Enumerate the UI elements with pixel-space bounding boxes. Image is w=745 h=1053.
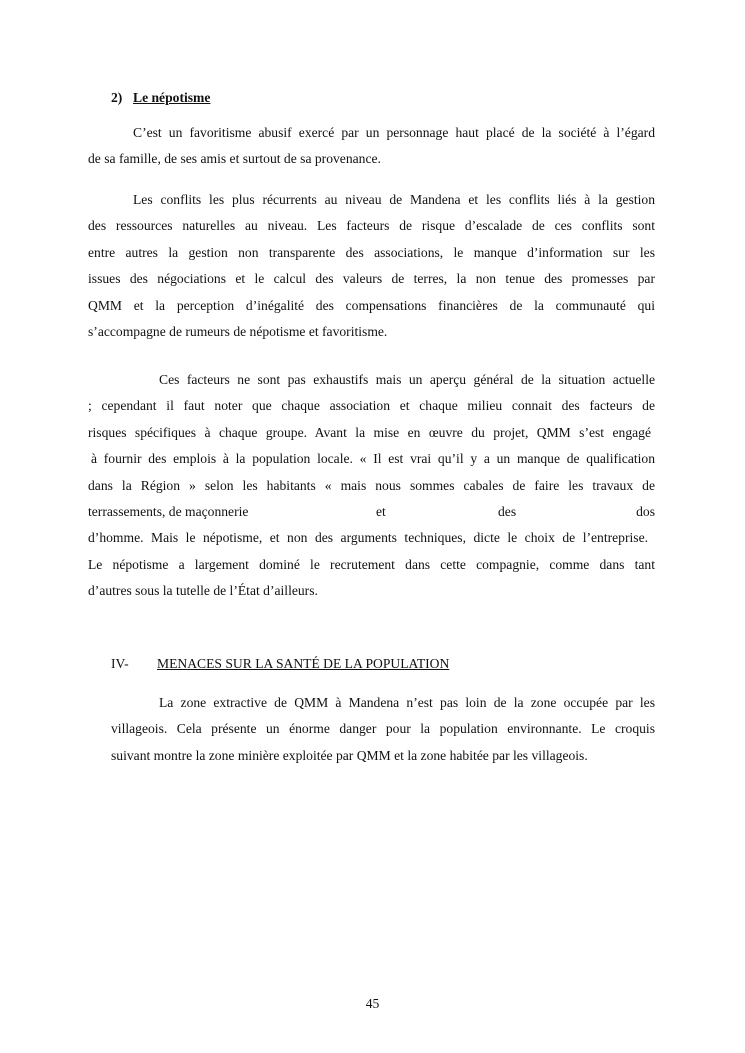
paragraph-line: C’est un favoritisme abusif exercé par un personnage haut placé de la société à l’égard — [133, 125, 655, 140]
paragraph-line: villageois. Cela présente un énorme danger pour la population environnante. Le croquis — [111, 721, 655, 737]
paragraph-line: de sa famille, de ses amis et surtout de sa provenance. — [88, 151, 381, 167]
paragraph-line: des ressources naturelles au niveau. Les facteurs de risque d’escalade de ces conflits sont — [88, 218, 655, 234]
paragraph-line: d’homme. Mais le népotisme, et non des arguments techniques, dicte le choix de l’entreprise. — [88, 530, 648, 546]
paragraph-conflicts — [88, 187, 655, 345]
spread-word: et — [376, 503, 386, 519]
paragraph-line: La zone extractive de QMM à Mandena n’est pas loin de la zone occupée par les — [159, 695, 655, 710]
page-number: 45 — [365, 996, 380, 1011]
paragraph-health — [111, 690, 655, 769]
paragraph-line-spread — [88, 499, 655, 525]
paragraph-line: Ces facteurs ne sont pas exhaustifs mais un aperçu général de la situation actuelle — [159, 372, 655, 387]
section-title: Le népotisme — [133, 90, 211, 105]
paragraph-line: à fournir des emplois à la population locale. « Il est vrai qu’il y a un manque de qualification — [91, 451, 655, 467]
paragraph-line: suivant montre la zone minière exploitée par QMM et la zone habitée par les villageois. — [111, 747, 588, 763]
paragraph-line: d’autres sous la tutelle de l’État d’ailleurs. — [88, 583, 318, 599]
paragraph-factors — [88, 367, 655, 605]
spread-word: dos — [636, 503, 655, 519]
spread-word: des — [498, 503, 517, 519]
paragraph-line: entre autres la gestion non transparente des associations, le manque d’information sur les — [88, 244, 655, 260]
section-number: IV- — [111, 656, 129, 671]
paragraph-line: QMM et la perception d’inégalité des compensations financières de la communauté qui — [88, 297, 655, 313]
paragraph-line: ; cependant il faut noter que chaque association et chaque milieu connait des facteurs de — [88, 398, 655, 414]
paragraph-line: risques spécifiques à chaque groupe. Avant la mise en œuvre du projet, QMM s’est engagé — [88, 424, 651, 440]
paragraph-line: Le népotisme a largement dominé le recrutement dans cette compagnie, comme dans tant — [88, 556, 655, 572]
paragraph-definition — [88, 120, 655, 173]
spread-word: terrassements, de maçonnerie — [88, 503, 249, 519]
paragraph-line: s’accompagne de rumeurs de népotisme et favoritisme. — [88, 323, 388, 339]
paragraph-line: issues des négociations et le calcul des valeurs de terres, la non tenue des promesses par — [88, 271, 655, 287]
section-number: 2) — [111, 90, 123, 105]
paragraph-line: Les conflits les plus récurrents au niveau de Mandena et les conflits liés à la gestion — [133, 192, 655, 207]
section-title: MENACES SUR LA SANTÉ DE LA POPULATION — [157, 656, 450, 671]
paragraph-line: dans la Région » selon les habitants « mais nous sommes cabales de faire les travaux de — [88, 477, 655, 493]
